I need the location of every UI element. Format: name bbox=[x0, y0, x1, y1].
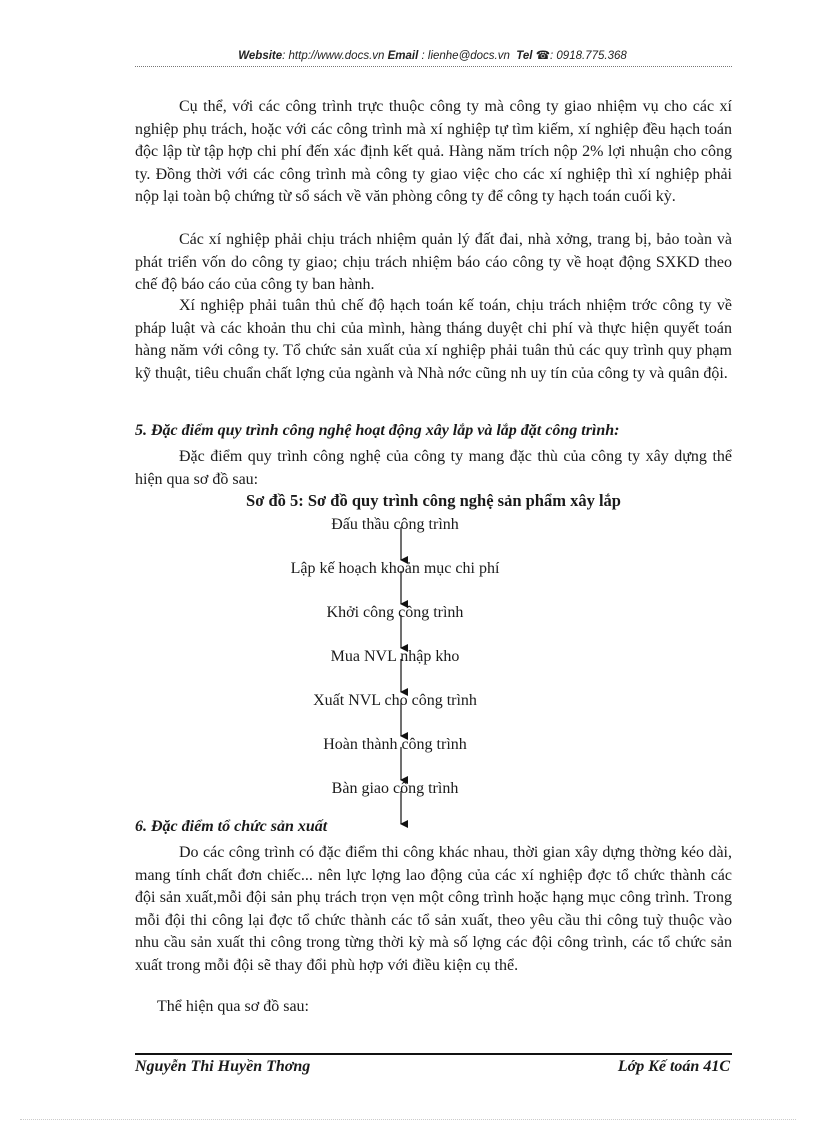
tel-label: Tel bbox=[516, 50, 533, 62]
flow-step: Mua NVL nhập kho bbox=[330, 648, 460, 665]
diagram-title: Sơ đồ 5: Sơ đồ quy trình công nghệ sản phẩm xây lắp bbox=[246, 491, 621, 510]
page-bottom-border bbox=[20, 1119, 796, 1120]
paragraph-2: Các xí nghiệp phải chịu trách nhiệm quản lý đất đai, nhà xởng, trang bị, bảo toàn và phát triển vốn do công ty giao; chịu trách nhiệm báo cáo công ty về hoạt động SXKD theo chế độ báo cáo của công ty ban hành. bbox=[135, 231, 732, 293]
flow-step: Khởi công công trình bbox=[326, 604, 464, 621]
section-5-heading: 5. Đặc điểm quy trình công nghệ hoạt động xây lắp và lắp đặt công trình: bbox=[135, 422, 620, 439]
footer-author: Nguyễn Thi Huyền Thơng bbox=[135, 1058, 311, 1075]
paragraph-3: Xí nghiệp phải tuân thủ chế độ hạch toán kế toán, chịu trách nhiệm trớc công ty về pháp luật và các khoản thu chi của mình, hàng tháng duyệt chi phí và thực hiện quyết toán hàng năm với công ty. Tổ chức sản xuất của xí nghiệp phải tuân thủ các quy trình quy phạm kỹ thuật, tiêu chuẩn chất lợng của ngành và Nhà nớc cũng nh uy tín của công ty và quân đội. bbox=[135, 297, 732, 382]
email-address[interactable]: : lienhe@docs.vn bbox=[421, 50, 510, 62]
paragraph-4: Đặc điểm quy trình công nghệ của công ty mang đặc thù của công ty xây dựng thể hiện qua sơ đồ sau: bbox=[135, 448, 732, 488]
flow-step: Lập kế hoạch khoản mục chi phí bbox=[290, 560, 500, 577]
flow-step: Đấu thầu công trình bbox=[331, 516, 459, 533]
flow-steps bbox=[291, 516, 500, 797]
website-label: Website bbox=[238, 50, 283, 62]
flow-step: Hoàn thành công trình bbox=[323, 736, 467, 753]
tel-number: ☎: 0918.775.368 bbox=[535, 50, 627, 62]
paragraph-1: Cụ thể, với các công trình trực thuộc công ty mà công ty giao nhiệm vụ cho các xí nghiệp phụ trách, hoặc với các công trình mà xí nghiệp tự tìm kiếm, xí nghiệp đều hạch toán độc lập từ tập hợp chi phí đến xác định kết quả. Hàng năm trích nộp 2% lợi nhuận cho công ty. Đồng thời với các công trình mà công ty giao việc cho các xí nghiệp thì xí nghiệp phải nộp lại toàn bộ chứng từ sổ sách về văn phòng công ty để công ty hạch toán cuối kỳ. bbox=[135, 98, 732, 205]
paragraph-5: Do các công trình có đặc điểm thi công khác nhau, thời gian xây dựng thờng kéo dài, mang tính chất đơn chiếc... nên lực lợng lao động của các xí nghiệp đợc tổ chức thành các đội sản xuất,mỗi đội sản phụ trách trọn vẹn một công trình hoặc hạng mục công trình. Trong mỗi đội thi công lại đợc tổ chức thành các tổ sản xuất, theo yêu cầu thi công tuỳ thuộc vào nhu cầu sản xuất thi công trong từng thời kỳ mà số lợng các đội công trình, các tổ chức sản xuất trong mỗi đội sẽ thay đổi phù hợp với điều kiện cụ thể. bbox=[135, 844, 732, 974]
flow-step: Bàn giao công trình bbox=[331, 780, 459, 797]
section-6-heading: 6. Đặc điểm tổ chức sản xuất bbox=[135, 818, 328, 835]
email-label: Email bbox=[387, 50, 419, 62]
website-url[interactable]: : http://www.docs.vn bbox=[282, 50, 385, 62]
footer-divider bbox=[135, 1053, 732, 1055]
footer-class: Lớp Kế toán 41C bbox=[617, 1058, 730, 1075]
paragraph-6: Thể hiện qua sơ đồ sau: bbox=[157, 998, 309, 1015]
flow-step: Xuất NVL cho công trình bbox=[313, 692, 477, 709]
